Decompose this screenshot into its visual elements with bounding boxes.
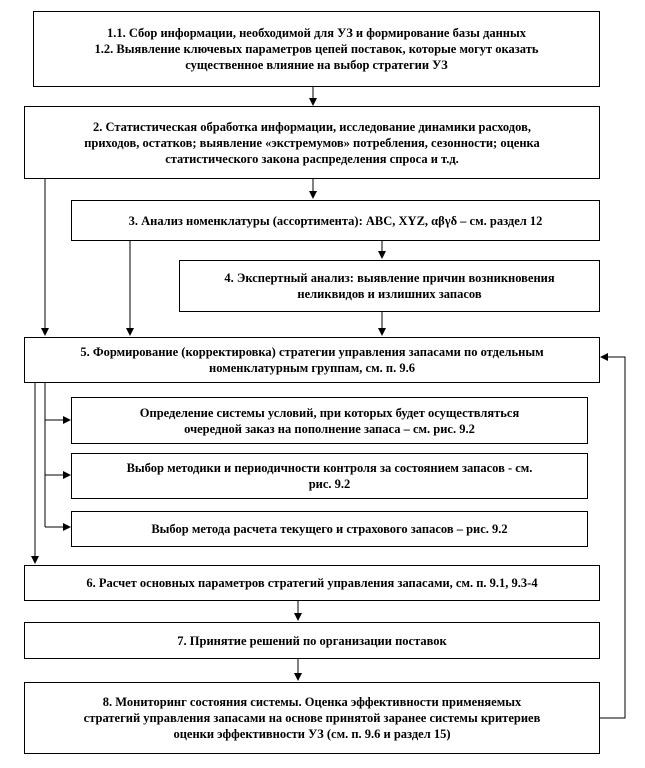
step-5b-line: рис. 9.2 (308, 477, 351, 491)
step-5-box (24, 337, 600, 383)
step-3-line: 3. Анализ номенклатуры (ассортимента): ABC, XYZ, αβγδ – см. раздел 12 (128, 213, 543, 228)
feedback-arrow-8-to-5 (599, 357, 625, 718)
step-1-line: существенное влияние на выбор стратегии УЗ (185, 58, 448, 72)
step-5-line: 5. Формирование (корректировка) стратегии управления запасами по отдельным (80, 345, 544, 359)
step-4-line: неликвидов и излишних запасов (297, 287, 482, 301)
step-3-box (71, 200, 600, 241)
step-1-box (33, 11, 600, 87)
step-2-line: приходов, остатков; выявление «экстремумов» потребления, сезонности; оценка (84, 135, 540, 150)
step-5-line: номенклатурным группам, см. п. 9.6 (209, 361, 415, 375)
step-8-box (24, 682, 600, 754)
step-7-box (24, 622, 600, 659)
step-2-line: статистического закона распределения спроса и т.д. (165, 151, 459, 166)
step-1-line: 1.2. Выявление ключевых параметров цепей поставок, которые могут оказать (94, 42, 539, 56)
step-6-line: 6. Расчет основных параметров стратегий управления запасами, см. п. 9.1, 9.3-4 (86, 576, 538, 590)
step-5c-line: Выбор метода расчета текущего и страхового запасов – рис. 9.2 (151, 522, 508, 536)
step-4-box (179, 260, 600, 312)
step-5b-box (71, 453, 588, 499)
step-2-line: 2. Статистическая обработка информации, исследование динамики расходов, (93, 119, 531, 134)
step-8-line: стратегий управления запасами на основе принятой заранее системы критериев (83, 711, 541, 725)
step-2-box (24, 106, 600, 179)
step-5c-box (71, 511, 588, 547)
step-6-box (24, 565, 600, 601)
step-8-line: оценки эффективности УЗ (см. п. 9.6 и раздел 15) (173, 727, 451, 741)
step-5a-line: Определение системы условий, при которых будет осуществляться (139, 405, 520, 420)
step-5a-line: очередной заказ на пополнение запаса – см. рис. 9.2 (184, 421, 475, 436)
step-7-line: 7. Принятие решений по организации поставок (177, 633, 447, 648)
step-4-line: 4. Экспертный анализ: выявление причин возникновения (224, 271, 555, 285)
step-1-line: 1.1. Сбор информации, необходимой для УЗ и формирование базы данных (107, 26, 526, 40)
step-5a-box (71, 397, 588, 444)
step-5b-line: Выбор методики и периодичности контроля за состоянием запасов - см. (126, 461, 533, 475)
step-8-line: 8. Мониторинг состояния системы. Оценка эффективности применяемых (102, 695, 522, 709)
